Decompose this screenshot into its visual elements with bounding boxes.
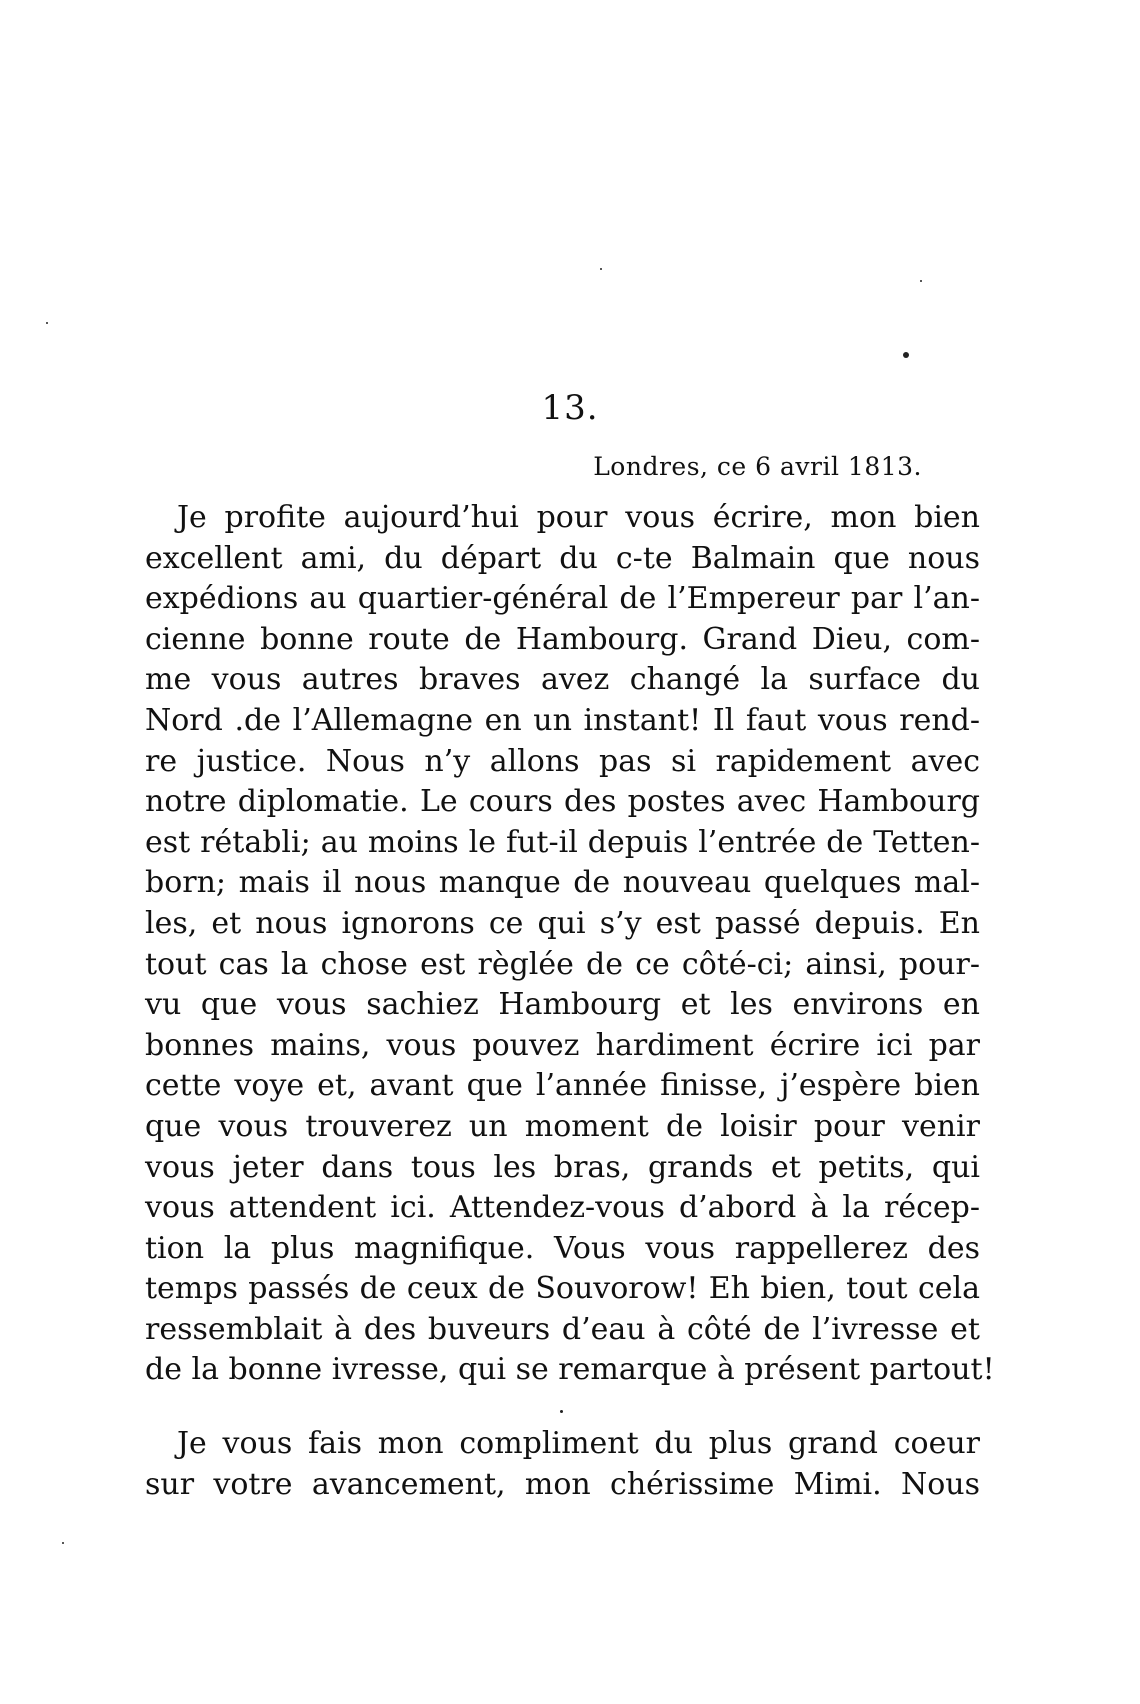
text-line: les, et nous ignorons ce qui s’y est passé depuis. En: [145, 905, 980, 941]
paragraph-2: [145, 1424, 980, 1505]
text-line: cienne bonne route de Hambourg. Grand Dieu, com-: [145, 621, 980, 657]
text-line: Je profite aujourd’hui pour vous écrire, mon bien: [177, 500, 980, 535]
text-line: vous jeter dans tous les bras, grands et petits, qui: [145, 1149, 980, 1185]
letter-number: 13.: [541, 388, 599, 428]
text-line: expédions au quartier-général de l’Empereur par l’an-: [145, 581, 980, 617]
text-line: de la bonne ivresse, qui se remarque à présent partout!: [145, 1352, 995, 1388]
text-line: temps passés de ceux de Souvorow! Eh bien, tout cela: [145, 1271, 980, 1307]
text-line: notre diplomatie. Le cours des postes avec Hambourg: [145, 784, 980, 820]
text-line: tion la plus magnifique. Vous vous rappellerez des: [145, 1230, 980, 1266]
text-line: born; mais il nous manque de nouveau quelques mal-: [145, 865, 980, 901]
text-line: vu que vous sachiez Hambourg et les environs en: [145, 987, 980, 1023]
text-line: re justice. Nous n’y allons pas si rapidement avec: [145, 743, 980, 779]
text-line: me vous autres braves avez changé la surface du: [145, 662, 980, 698]
text-line: cette voye et, avant que l’année finisse, j’espère bien: [145, 1068, 980, 1104]
print-speck: [600, 268, 602, 270]
text-line: Je vous fais mon compliment du plus grand coeur: [177, 1426, 980, 1461]
text-line: tout cas la chose est règlée de ce côté-ci; ainsi, pour-: [145, 946, 980, 982]
text-line: bonnes mains, vous pouvez hardiment écrire ici par: [145, 1027, 980, 1063]
print-speck: [920, 280, 922, 282]
paragraph-1: [145, 498, 995, 1391]
dateline: Londres, ce 6 avril 1813.: [593, 452, 922, 481]
print-speck: [560, 1410, 563, 1413]
text-line: ressemblait à des buveurs d’eau à côté de l’ivresse et: [145, 1311, 980, 1347]
print-speck: [903, 352, 909, 358]
text-line: Nord .de l’Allemagne en un instant! Il faut vous rend-: [145, 702, 980, 738]
print-speck: [62, 1542, 64, 1544]
text-line: excellent ami, du départ du c-te Balmain que nous: [145, 540, 980, 576]
print-speck: [46, 322, 48, 324]
text-line: que vous trouverez un moment de loisir pour venir: [145, 1108, 980, 1144]
text-line: est rétabli; au moins le fut-il depuis l’entrée de Tetten-: [145, 824, 980, 860]
text-line: vous attendent ici. Attendez-vous d’abord à la récep-: [145, 1190, 980, 1226]
text-line: sur votre avancement, mon chérissime Mimi. Nous: [145, 1466, 980, 1502]
